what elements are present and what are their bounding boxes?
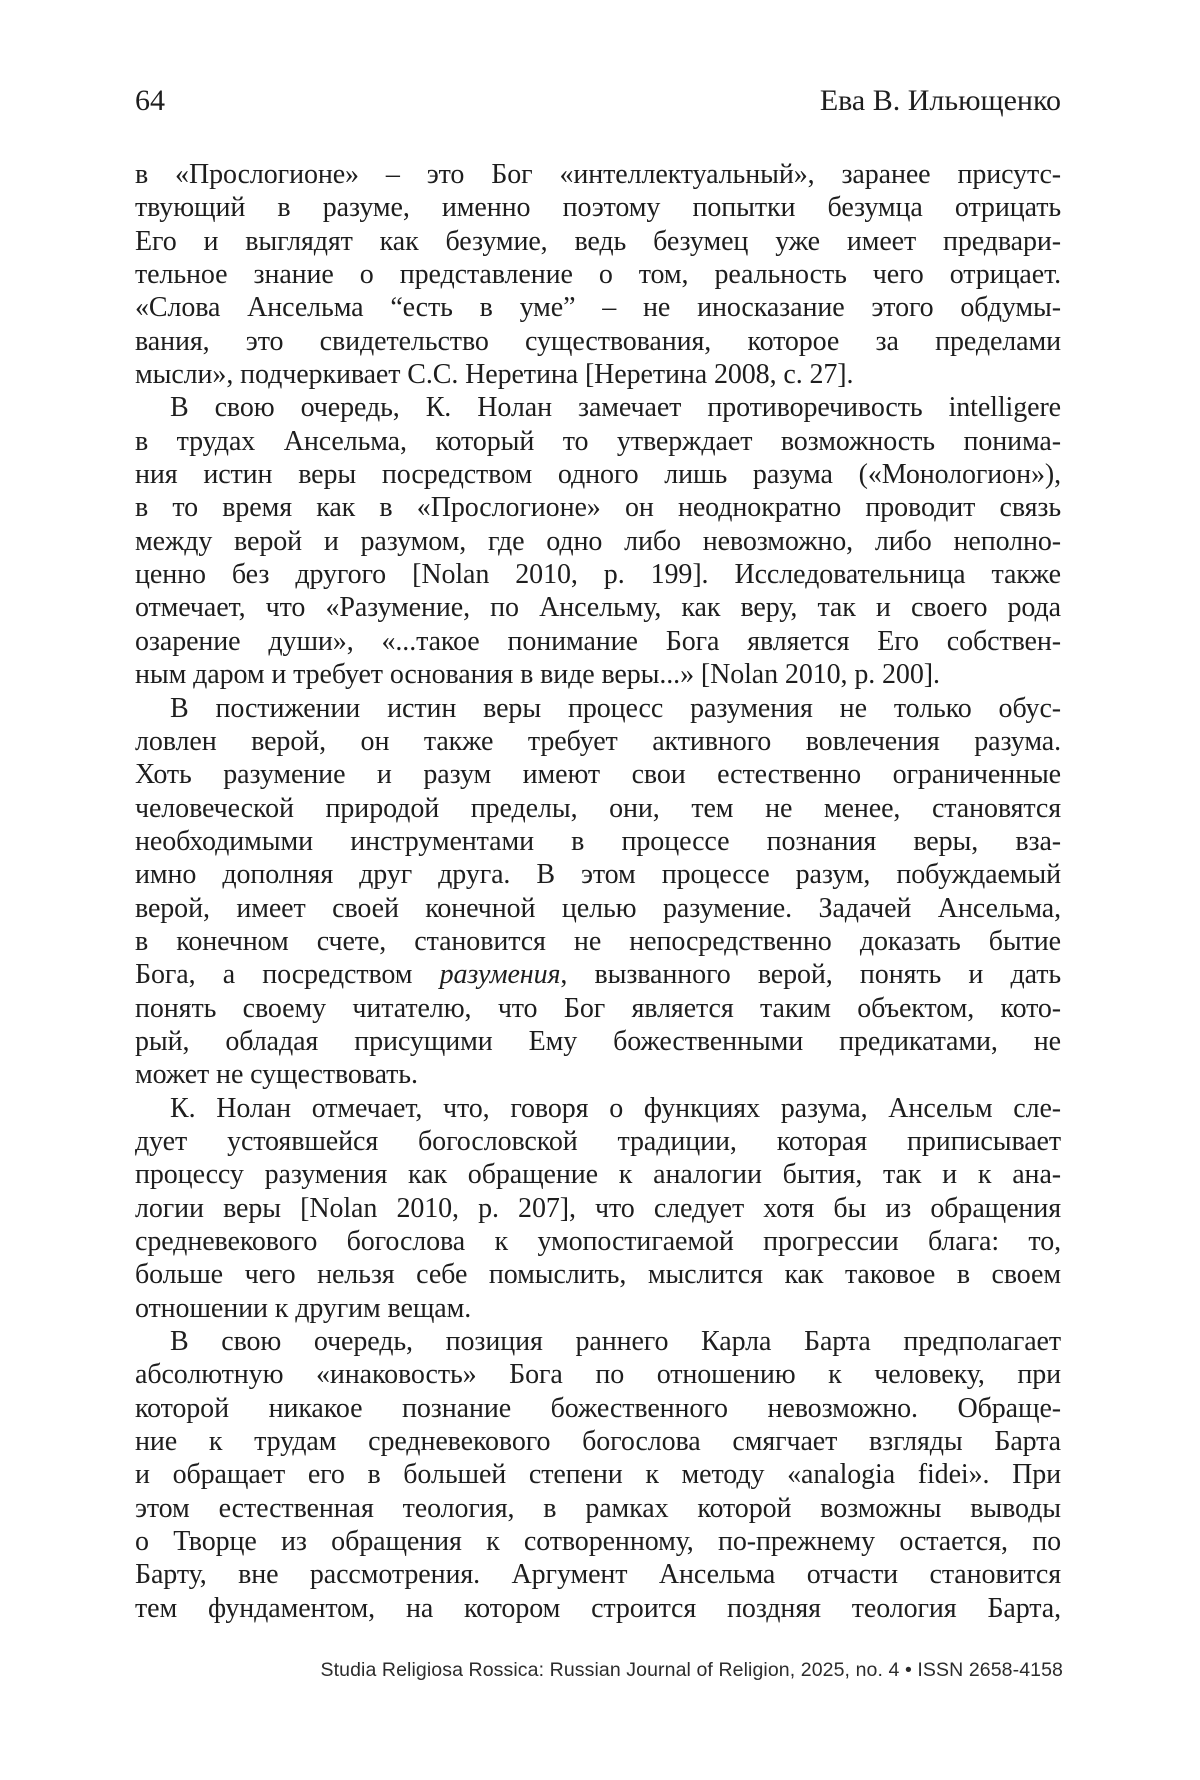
text-line: озарение души», «...такое понимание Бога является Его собствен- bbox=[135, 625, 1061, 657]
text-line: дует устоявшейся богословской традиции, которая приписывает bbox=[135, 1125, 1061, 1157]
text-line: ния истин веры посредством одного лишь разума («Монологион»), bbox=[135, 459, 1061, 491]
text-line: отношении к другим вещам. bbox=[135, 1292, 472, 1324]
text-line: рый, обладая присущими Ему божественными предикатами, не bbox=[135, 1025, 1061, 1057]
text-line: и обращает его в большей степени к методу «analogia fidei». При bbox=[135, 1459, 1061, 1491]
journal-footer bbox=[135, 1658, 1063, 1682]
text-line: отмечает, что «Разумение, по Ансельму, как веру, так и своего рода bbox=[135, 592, 1061, 624]
text-line: верой, имеет своей конечной целью разумение. Задачей Ансельма, bbox=[135, 892, 1061, 924]
text-line: человеческой природой пределы, они, тем не менее, становятся bbox=[135, 792, 1061, 824]
paragraph bbox=[135, 1325, 1061, 1625]
text-line: о Творце из обращения к сотворенному, по-прежнему остается, по bbox=[135, 1526, 1061, 1558]
text-line: мысли», подчеркивает С.С. Неретина [Неретина 2008, с. 27]. bbox=[135, 359, 854, 391]
text-line: абсолютную «инаковость» Бога по отношению к человеку, при bbox=[135, 1359, 1061, 1391]
italic-term: разумения bbox=[439, 959, 561, 991]
running-header bbox=[135, 84, 1061, 118]
text-line: средневекового богослова к умопостигаемой прогрессии блага: то, bbox=[135, 1226, 1061, 1257]
text-line: в трудах Ансельма, который то утверждает возможность понима- bbox=[135, 425, 1061, 457]
text-line: процессу разумения как обращение к аналогии бытия, так и к ана- bbox=[135, 1159, 1061, 1191]
text-line: К. Нолан отмечает, что, говоря о функциях разума, Ансельм сле- bbox=[170, 1092, 1061, 1124]
text-line: тем фундаментом, на котором строится поздняя теология Барта, bbox=[135, 1592, 1061, 1624]
paragraph bbox=[135, 1092, 1061, 1325]
text-line: ным даром и требует основания в виде веры...» [Nolan 2010, p. 200]. bbox=[135, 659, 940, 691]
text-line: необходимыми инструментами в процессе познания веры, вза- bbox=[135, 825, 1061, 857]
text-line: в то время как в «Прослогионе» он неоднократно проводит связь bbox=[135, 492, 1061, 524]
text-line: ценно без другого [Nolan 2010, p. 199]. Исследовательница также bbox=[135, 559, 1061, 591]
text-line: имно дополняя друг друга. В этом процессе разум, побуждаемый bbox=[135, 859, 1061, 891]
text-line: Бога, а посредством разумения, вызванного верой, понять и дать bbox=[135, 959, 1062, 991]
text-line: В свою очередь, позиция раннего Карла Барта предполагает bbox=[170, 1326, 1061, 1358]
text-line: логии веры [Nolan 2010, p. 207], что следует хотя бы из обращения bbox=[135, 1192, 1061, 1224]
page-number: 64 bbox=[135, 84, 165, 117]
text-line: В постижении истин веры процесс разумения не только обус- bbox=[170, 692, 1061, 724]
journal-footer-text: Studia Religiosa Rossica: Russian Journal of Religion, 2025, no. 4 • ISSN 2658-4158 bbox=[320, 1659, 1063, 1681]
text-line: больше чего нельзя себе помыслить, мыслится как таковое в своем bbox=[135, 1259, 1061, 1291]
running-head-author: Ева В. Ильющенко bbox=[819, 84, 1061, 117]
text-line: тельное знание о представление о том, реальность чего отрицает. bbox=[135, 259, 1061, 291]
text-line: твующий в разуме, именно поэтому попытки безумца отрицать bbox=[135, 192, 1061, 224]
text-line: «Слова Ансельма “есть в уме” – не иносказание этого обдумы- bbox=[135, 292, 1061, 324]
text-line: понять своему читателю, что Бог является таким объектом, кото- bbox=[135, 992, 1061, 1024]
text-line: В свою очередь, К. Нолан замечает противоречивость intelligere bbox=[170, 392, 1061, 424]
text-line: Барту, вне рассмотрения. Аргумент Ансельма отчасти становится bbox=[135, 1559, 1061, 1591]
text-line: Хоть разумение и разум имеют свои естественно ограниченные bbox=[135, 759, 1061, 791]
text-line: ловлен верой, он также требует активного вовлечения разума. bbox=[135, 725, 1061, 757]
text-line: между верой и разумом, где одно либо невозможно, либо неполно- bbox=[135, 525, 1061, 557]
text-line: может не существовать. bbox=[135, 1059, 418, 1091]
paragraph bbox=[135, 391, 1061, 691]
text-line: этом естественная теология, в рамках которой возможны выводы bbox=[135, 1492, 1061, 1524]
paragraph bbox=[135, 158, 1061, 391]
text-line: в конечном счете, становится не непосредственно доказать бытие bbox=[135, 925, 1061, 957]
paragraph bbox=[135, 692, 1061, 1092]
text-line: в «Прослогионе» – это Бог «интеллектуальный», заранее присутс- bbox=[135, 159, 1061, 190]
text-line: которой никакое познание божественного невозможно. Обраще- bbox=[135, 1392, 1061, 1424]
text-line: вания, это свидетельство существования, которое за пределами bbox=[135, 325, 1061, 357]
article-body bbox=[135, 158, 1061, 1625]
text-line: ние к трудам средневекового богослова смягчает взгляды Барта bbox=[135, 1426, 1061, 1458]
text-line: Его и выглядят как безумие, ведь безумец уже имеет предвари- bbox=[135, 225, 1061, 257]
